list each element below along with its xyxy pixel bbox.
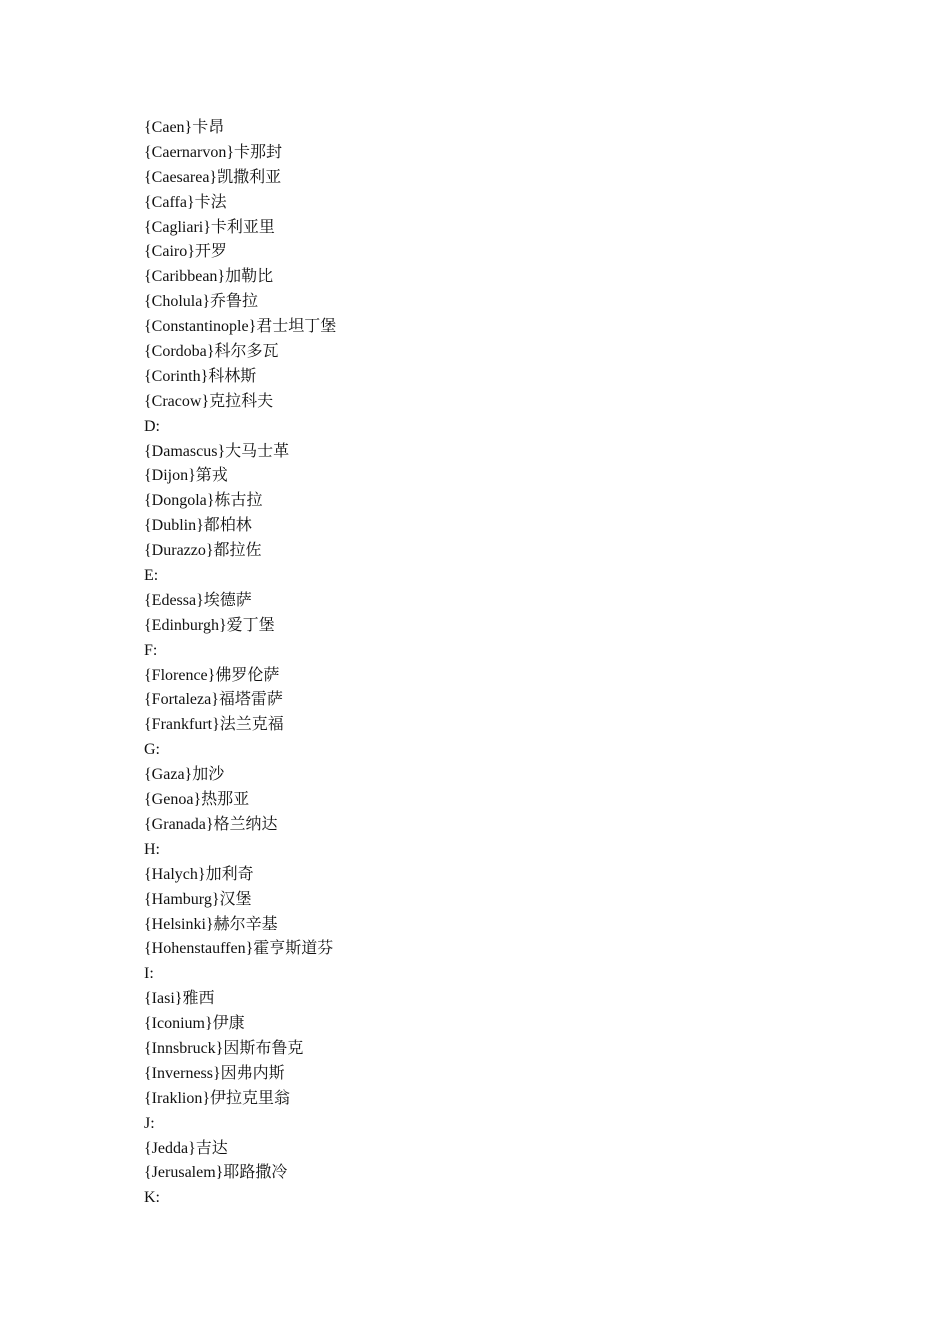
list-item: {Cagliari}卡利亚里 bbox=[144, 218, 275, 236]
list-item: {Edessa}埃德萨 bbox=[144, 591, 252, 609]
section-letter: K: bbox=[144, 1189, 160, 1207]
list-item: {Cholula}乔鲁拉 bbox=[144, 293, 259, 311]
list-item: {Iraklion}伊拉克里翁 bbox=[144, 1089, 291, 1107]
list-item: {Fortaleza}福塔雷萨 bbox=[144, 691, 283, 709]
list-item: {Hamburg}汉堡 bbox=[144, 890, 252, 908]
list-item: {Frankfurt}法兰克福 bbox=[144, 716, 284, 734]
list-item: {Genoa}热那亚 bbox=[144, 791, 250, 809]
list-item: {Cracow}克拉科夫 bbox=[144, 392, 274, 410]
list-item: {Gaza}加沙 bbox=[144, 766, 225, 784]
section-letter: I: bbox=[144, 965, 154, 983]
list-item: {Florence}佛罗伦萨 bbox=[144, 666, 280, 684]
place-name-list bbox=[144, 116, 336, 1211]
list-item: {Helsinki}赫尔辛基 bbox=[144, 915, 278, 933]
list-item: {Jedda}吉达 bbox=[144, 1139, 228, 1157]
list-item: {Iconium}伊康 bbox=[144, 1015, 245, 1033]
section-letter: J: bbox=[144, 1114, 155, 1132]
list-item: {Damascus}大马士革 bbox=[144, 442, 290, 460]
list-item: {Corinth}科林斯 bbox=[144, 367, 257, 385]
list-item: {Inverness}因弗内斯 bbox=[144, 1064, 285, 1082]
section-letter: F: bbox=[144, 641, 158, 659]
list-item: {Jerusalem}耶路撒冷 bbox=[144, 1164, 288, 1182]
section-letter: D: bbox=[144, 417, 160, 435]
list-item: {Caribbean}加勒比 bbox=[144, 268, 274, 286]
list-item: {Dublin}都柏林 bbox=[144, 517, 252, 535]
list-item: {Constantinople}君士坦丁堡 bbox=[144, 318, 337, 336]
section-letter: G: bbox=[144, 741, 160, 759]
list-item: {Caesarea}凯撒利亚 bbox=[144, 168, 282, 186]
list-item: {Cairo}开罗 bbox=[144, 243, 227, 261]
list-item: {Iasi}雅西 bbox=[144, 990, 215, 1008]
list-item: {Granada}格兰纳达 bbox=[144, 815, 278, 833]
list-item: {Hohenstauffen}霍亨斯道芬 bbox=[144, 940, 334, 958]
list-item: {Caen}卡昂 bbox=[144, 119, 225, 136]
section-letter: H: bbox=[144, 840, 160, 858]
list-item: {Dijon}第戎 bbox=[144, 467, 228, 485]
list-item: {Caffa}卡法 bbox=[144, 193, 227, 211]
list-item: {Dongola}栋古拉 bbox=[144, 492, 263, 510]
section-letter: E: bbox=[144, 567, 159, 585]
list-item: {Durazzo}都拉佐 bbox=[144, 542, 262, 560]
list-item: {Cordoba}科尔多瓦 bbox=[144, 343, 279, 361]
list-item: {Caernarvon}卡那封 bbox=[144, 143, 282, 161]
list-item: {Innsbruck}因斯布鲁克 bbox=[144, 1039, 304, 1057]
list-item: {Edinburgh}爱丁堡 bbox=[144, 616, 275, 634]
list-item: {Halych}加利奇 bbox=[144, 865, 254, 883]
